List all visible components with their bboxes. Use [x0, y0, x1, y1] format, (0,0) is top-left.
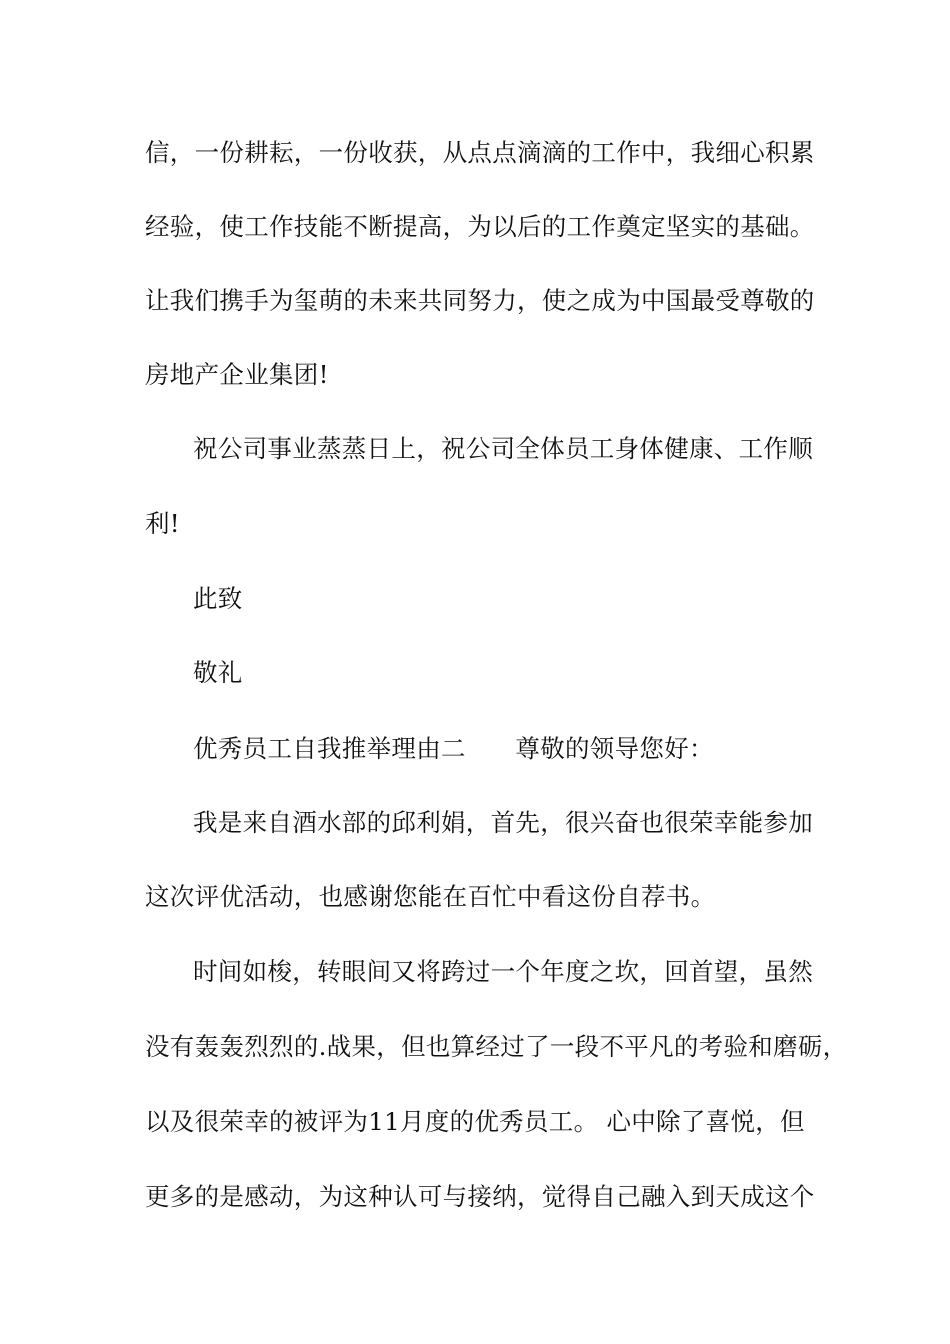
text-line: 经验，使工作技能不断提高，为以后的工作奠定坚实的基础。 [145, 212, 815, 241]
text-line: 祝公司事业蒸蒸日上，祝公司全体员工身体健康、工作顺 [193, 434, 813, 463]
text-line: 房地产企业集团! [145, 360, 329, 389]
text-line: 更多的是感动，为这种认可与接纳，觉得自己融入到天成这个 [145, 1182, 815, 1211]
text-line: 让我们携手为玺萌的未来共同努力，使之成为中国最受尊敬的 [145, 286, 815, 315]
text-line: 此致 [193, 584, 243, 613]
text-line: 优秀员工自我推举理由二 尊敬的领导您好： [193, 734, 714, 763]
text-line: 信，一份耕耘，一份收获，从点点滴滴的工作中，我细心积累 [145, 138, 815, 167]
text-line: 敬礼 [193, 658, 243, 687]
text-line: 这次评优活动，也感谢您能在百忙中看这份自荐书。 [145, 882, 716, 911]
text-line: 以及很荣幸的被评为11月度的优秀员工。 心中除了喜悦，但 [145, 1107, 805, 1136]
text-line: 时间如梭，转眼间又将跨过一个年度之坎，回首望，虽然 [193, 957, 813, 986]
text-line: 我是来自酒水部的邱利娟，首先，很兴奋也很荣幸能参加 [193, 808, 813, 837]
text-line: 利! [145, 509, 180, 538]
text-line: 没有轰轰烈烈的.战果，但也算经过了一段不平凡的考验和磨砺， [145, 1032, 848, 1061]
